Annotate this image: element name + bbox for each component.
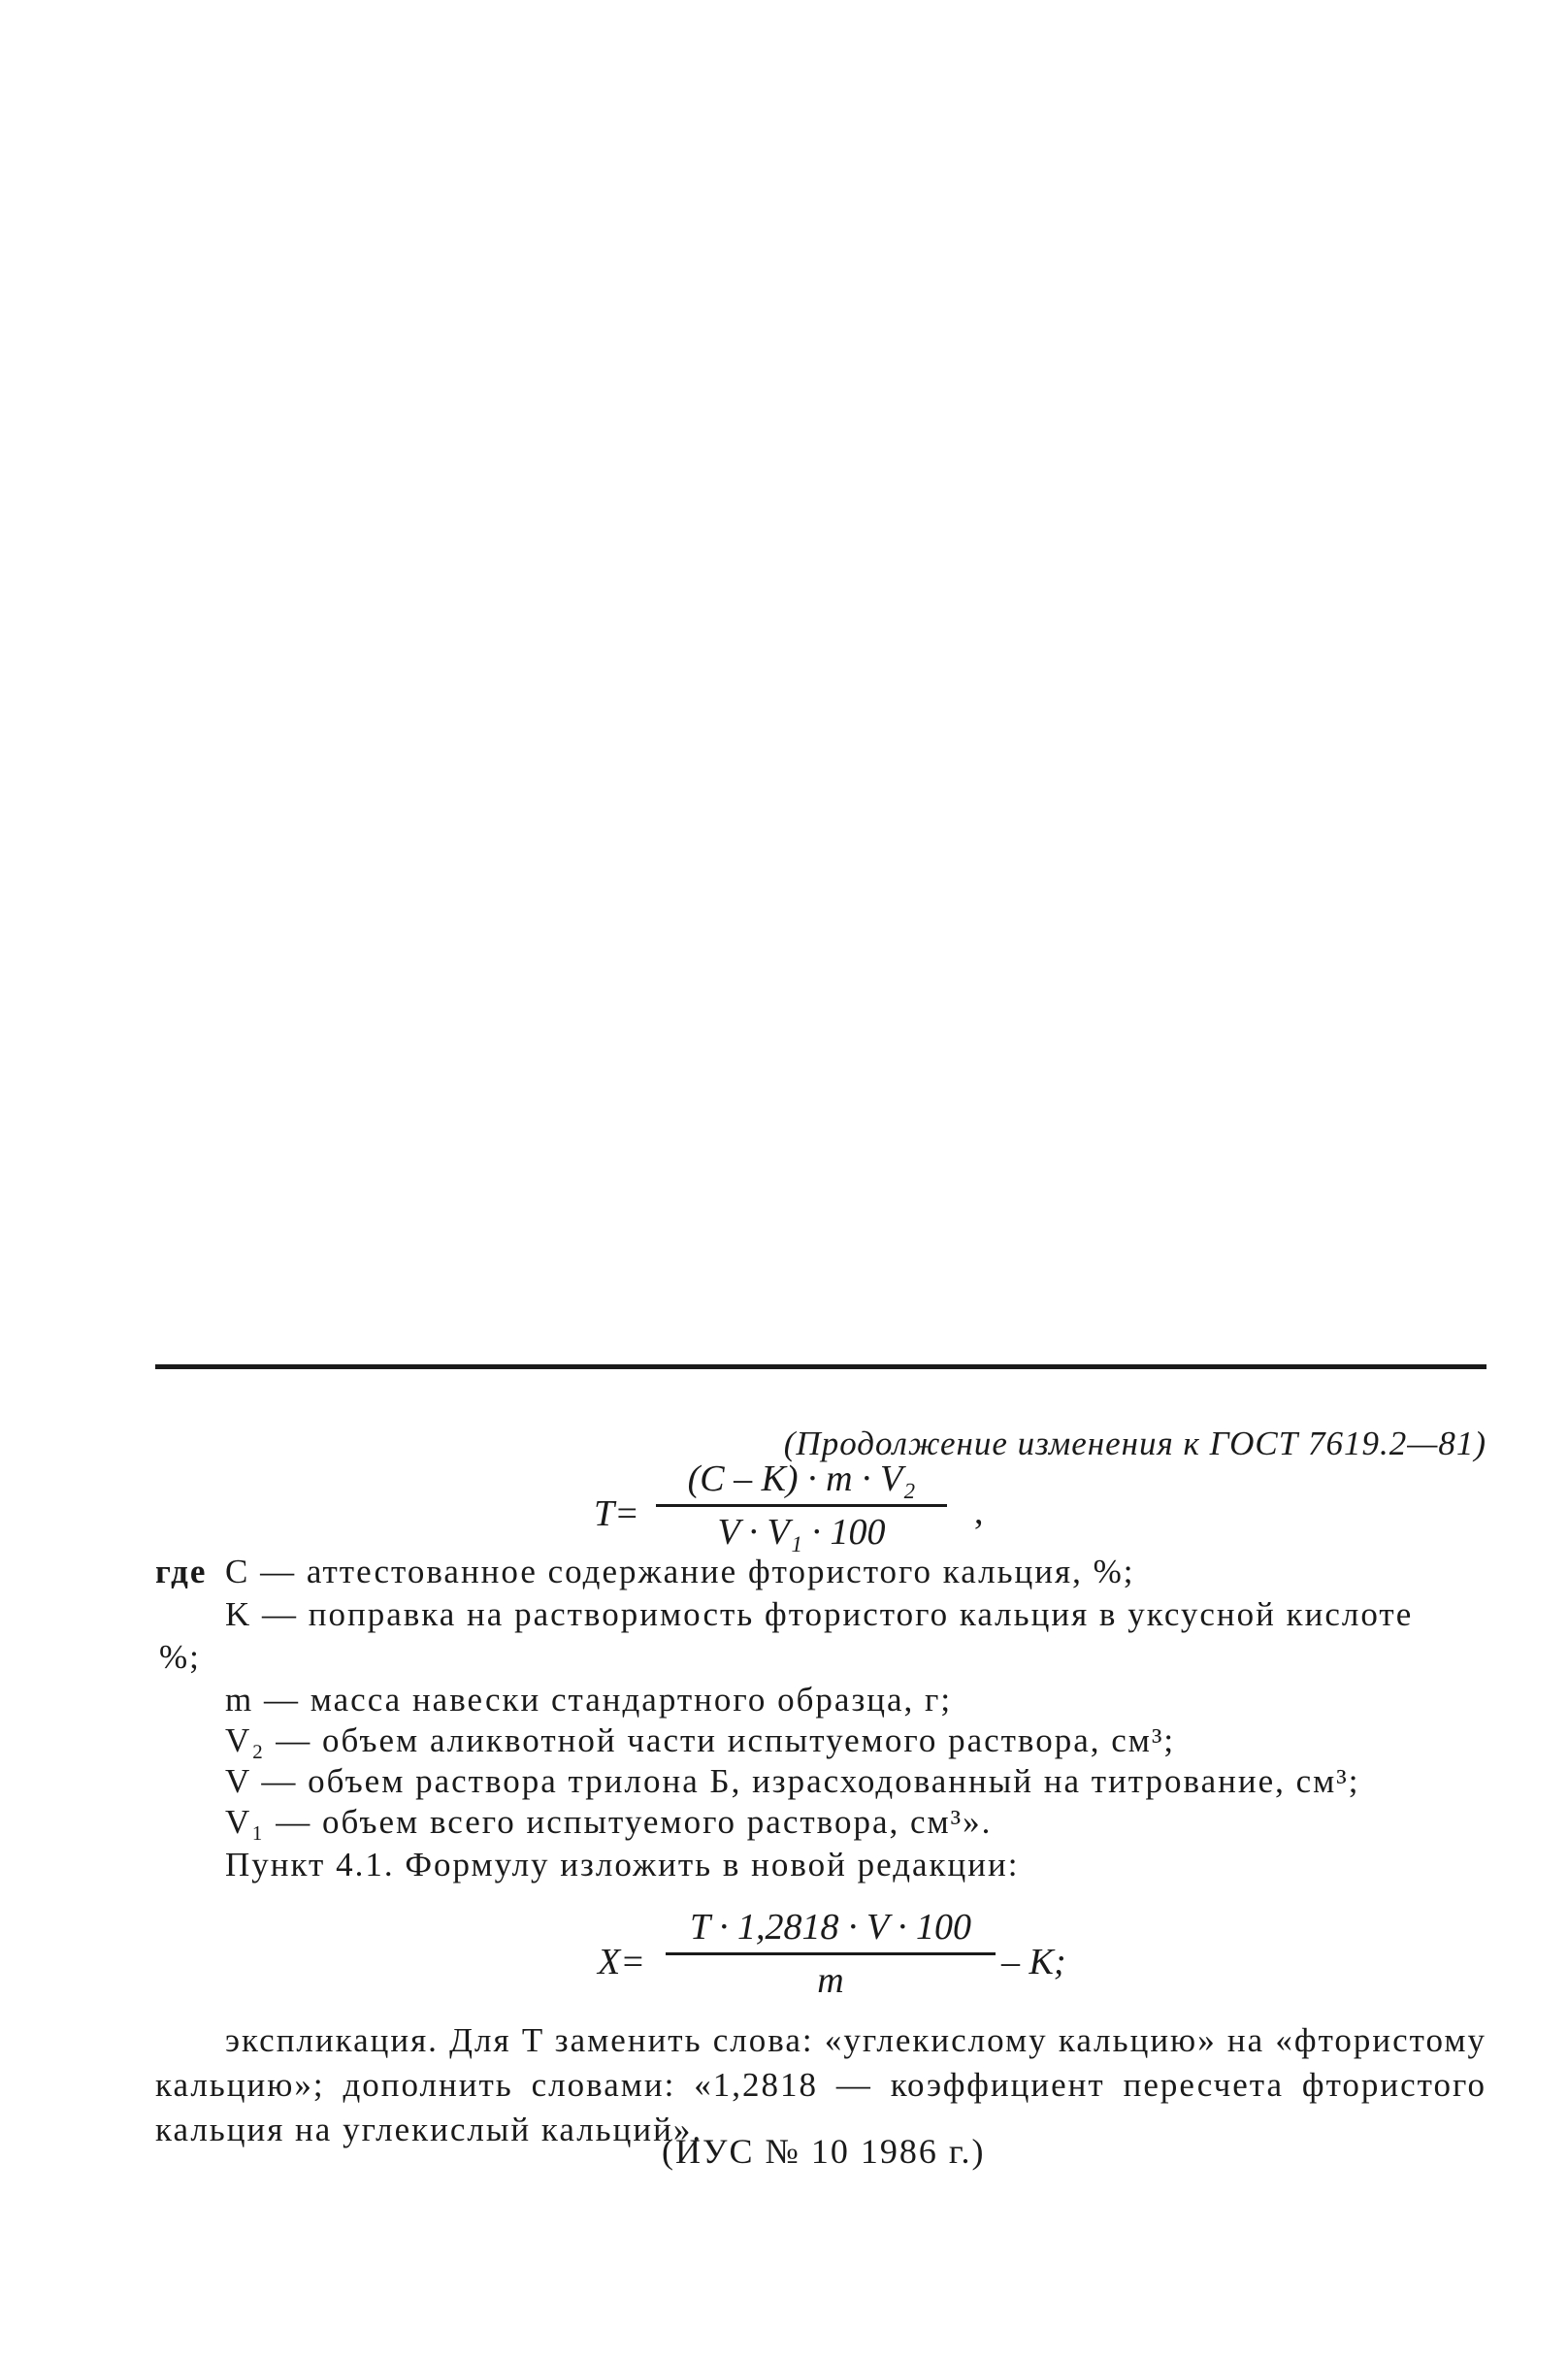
formula-t-lhs: T= xyxy=(594,1493,639,1534)
formula-x-fraction-bar xyxy=(666,1952,996,1955)
formula-t-fraction xyxy=(656,1457,947,1554)
continuation-heading: (Продолжение изменения к ГОСТ 7619.2—81) xyxy=(783,1425,1486,1462)
clause-text: Пункт 4.1. Формулу изложить в новой редакции: xyxy=(225,1846,1020,1883)
definition-v1: V₁ — объем всего испытуемого раствора, см³». xyxy=(225,1803,993,1841)
definitions-where xyxy=(155,1553,207,1591)
formula-t-denominator: V · V₁ · 100 xyxy=(717,1512,886,1553)
formula-x-lhs: X= xyxy=(598,1942,645,1982)
source-footer: (ИУС № 10 1986 г.) xyxy=(662,2132,986,2171)
where-word: где xyxy=(155,1553,208,1590)
formula-t-fraction-bar xyxy=(656,1504,947,1507)
definition-m: m — масса навески стандартного образца, г; xyxy=(225,1681,953,1719)
explication-paragraph: экспликация. Для T заменить слова: «углекислому кальцию» на «фтористому кальцию»; дополнить словами: «1,2818 — коэффициент пересчета фтористого кальция на углекислый кальций». xyxy=(155,2021,1486,2148)
formula-x-trail: – K; xyxy=(1001,1942,1066,1982)
definition-k-line1: K — поправка на растворимость фтористого кальция в уксусной кислоте xyxy=(225,1595,1414,1633)
top-divider-rule xyxy=(155,1364,1486,1369)
formula-t-numerator: (C – K) · m · V₂ xyxy=(687,1458,916,1499)
formula-x-numerator: T · 1,2818 · V · 100 xyxy=(690,1907,971,1948)
formula-x-denominator: m xyxy=(817,1960,844,2001)
formula-t-trail: , xyxy=(974,1491,984,1532)
definition-c: C — аттестованное содержание фтористого кальция, %; xyxy=(225,1553,1135,1590)
formula-x-fraction xyxy=(666,1906,996,2002)
definition-v2: V₂ — объем аликвотной части испытуемого раствора, см³; xyxy=(225,1721,1176,1759)
definition-k-line2: %; xyxy=(159,1638,201,1676)
definition-v: V — объем раствора трилона Б, израсходованный на титрование, см³; xyxy=(225,1762,1360,1800)
